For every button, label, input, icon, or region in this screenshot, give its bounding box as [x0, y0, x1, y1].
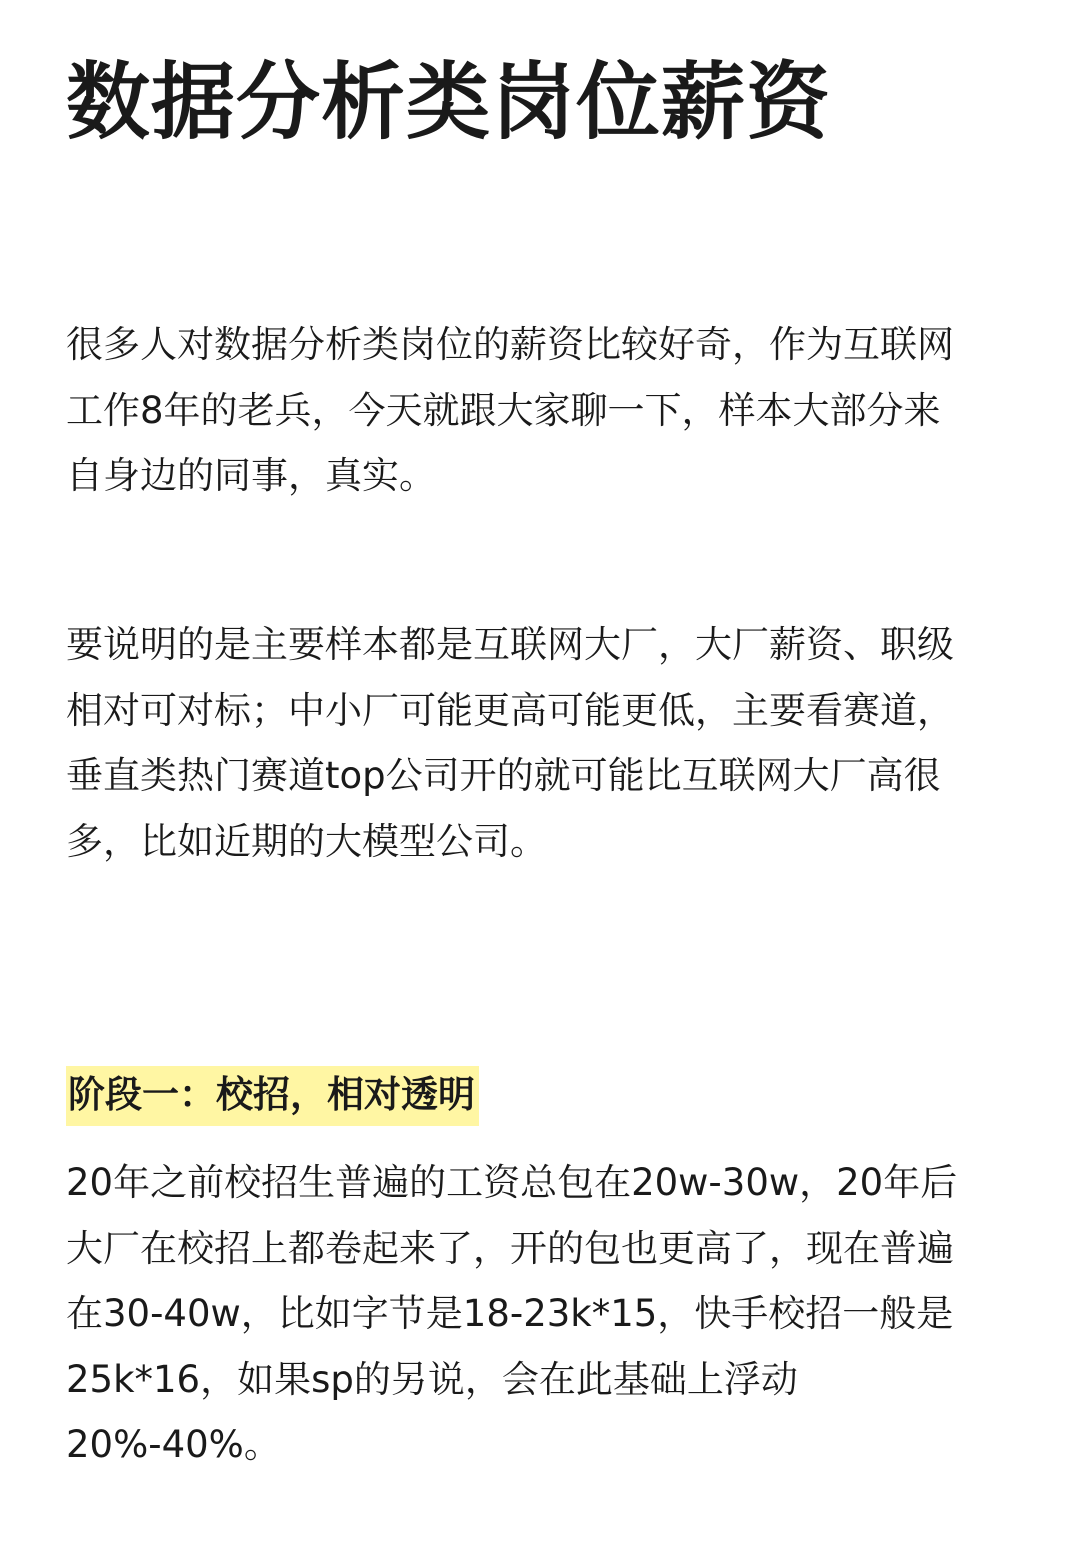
- page-title: 数据分析类岗位薪资: [66, 53, 832, 151]
- intro-paragraph: 很多人对数据分析类岗位的薪资比较好奇，作为互联网 工作8年的老兵，今天就跟大家聊一下，样本大部分来 自身边的同事，真实。: [66, 323, 954, 497]
- section-body-paragraph: 20年之前校招生普遍的工资总包在20w-30w，20年后 大厂在校招上都卷起来了，开的包也更高了，现在普遍 在30-40w，比如字节是18-23k*15，快手校招一般是 25k*16，如果sp的另说，会在此基础上浮动 20%-40%。: [66, 1161, 958, 1466]
- scope-paragraph: 要说明的是主要样本都是互联网大厂，大厂薪资、职级 相对可对标；中小厂可能更高可能更低，主要看赛道， 垂直类热门赛道top公司开的就可能比互联网大厂高很 多，比如近期的大模型公司。: [66, 623, 954, 863]
- section-heading-highlighted: 阶段一：校招，相对透明: [66, 1066, 479, 1126]
